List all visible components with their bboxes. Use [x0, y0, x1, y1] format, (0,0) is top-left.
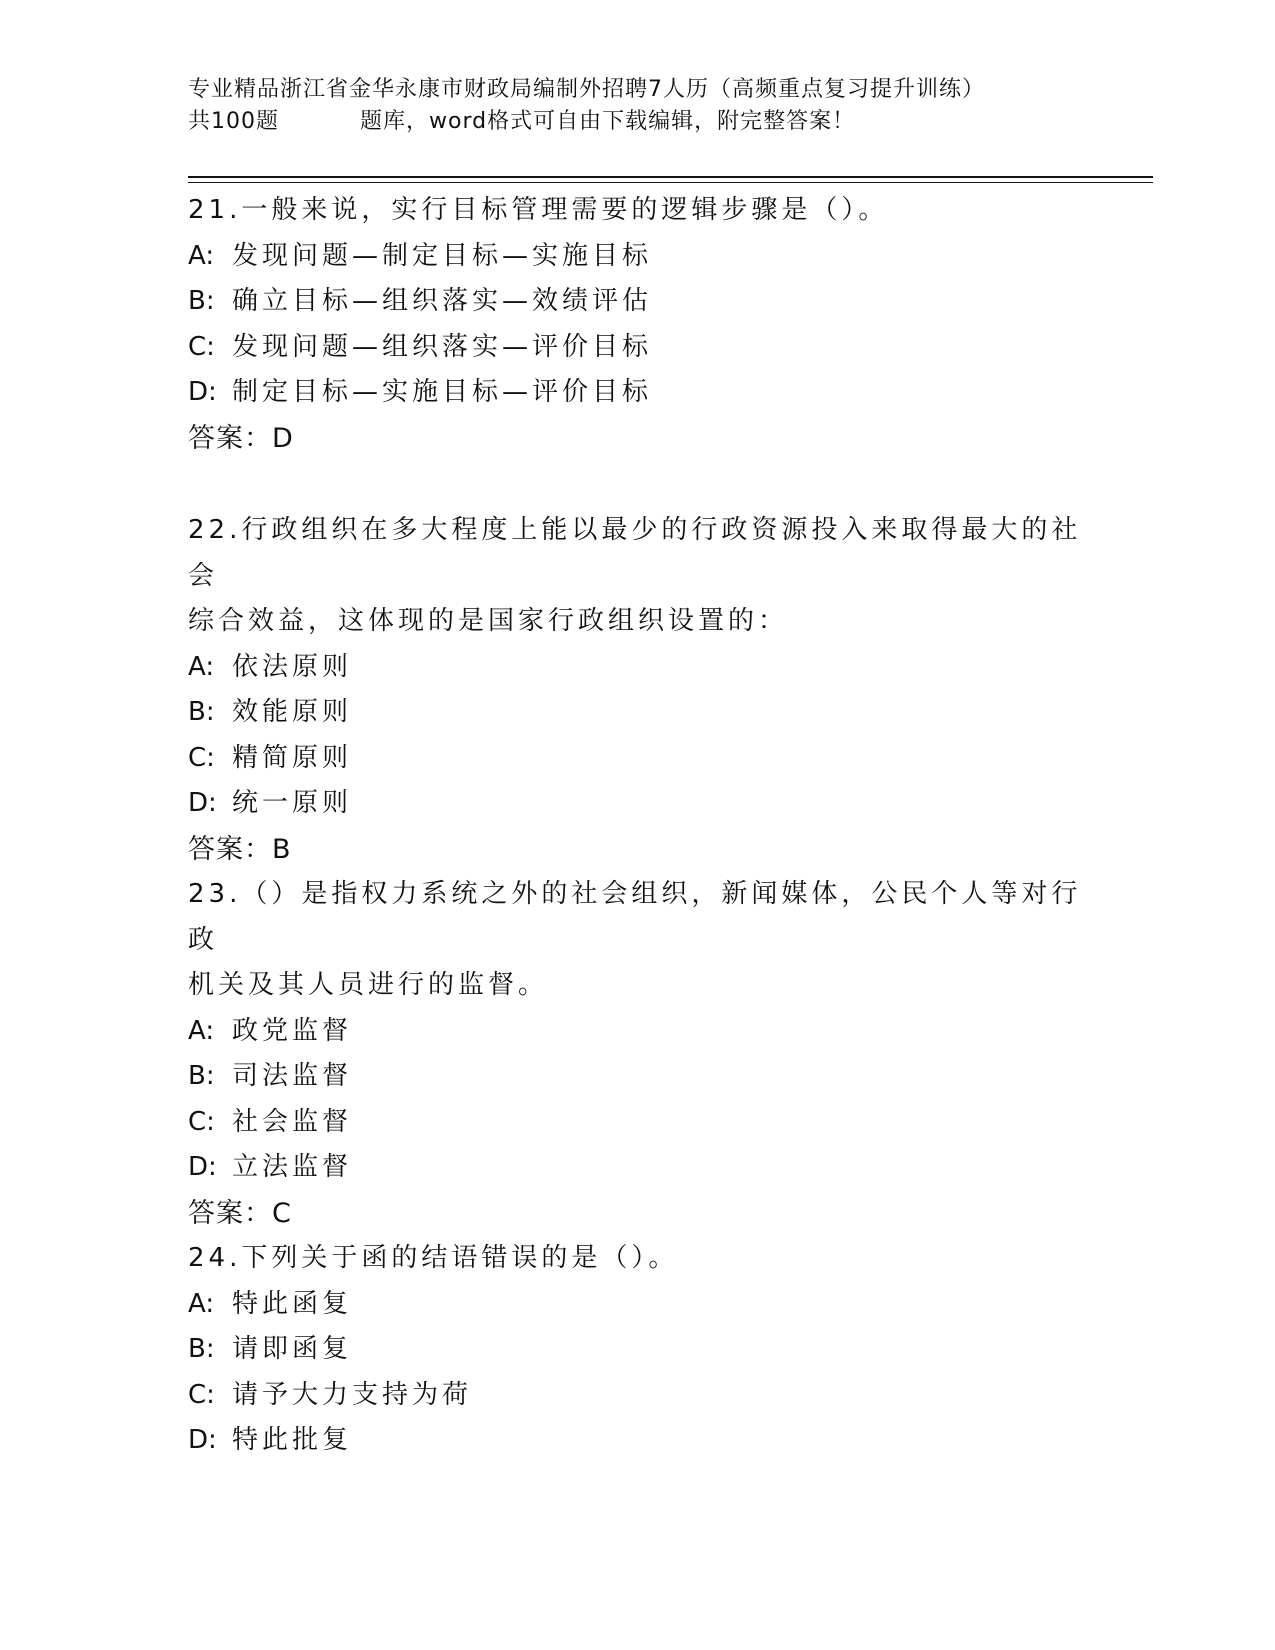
option-b [188, 279, 1088, 325]
option-c [188, 736, 1088, 782]
option-letter: A: [188, 1015, 215, 1046]
question-stem-line-2: 综合效益，这体现的是国家行政组织设置的： [188, 606, 789, 636]
option-text: 立法监督 [232, 1152, 353, 1182]
question-23 [188, 872, 1088, 1236]
option-letter: A: [188, 240, 215, 271]
option-d [188, 370, 1088, 416]
option-text: 发现问题—制定目标—实施目标 [232, 240, 653, 271]
option-letter: D: [188, 788, 217, 818]
option-text: 请即函复 [232, 1334, 353, 1364]
option-d [188, 1145, 1088, 1191]
option-text: 请予大力支持为荷 [232, 1379, 473, 1410]
option-letter: C: [188, 1106, 215, 1137]
option-text: 效能原则 [232, 697, 353, 727]
option-text: 制定目标—实施目标—评价目标 [232, 377, 653, 407]
answer-line: 答案：D [188, 422, 294, 454]
answer-line: 答案：B [188, 833, 292, 865]
option-letter: B: [188, 1061, 215, 1091]
option-letter: B: [188, 286, 215, 316]
option-text: 政党监督 [232, 1015, 353, 1046]
question-22 [188, 508, 1088, 872]
document-subtitle: 题库，word格式可自由下载编辑，附完整答案！ [360, 109, 856, 134]
option-a [188, 1282, 1088, 1328]
option-a [188, 1009, 1088, 1055]
option-letter: D: [188, 1152, 217, 1182]
question-stem-line-1: 23.（）是指权力系统之外的社会组织，新闻媒体，公民个人等对行政 [188, 879, 1082, 955]
question-count: 共100题 [188, 109, 279, 134]
option-letter: C: [188, 1379, 215, 1410]
option-c [188, 325, 1088, 371]
option-text: 特此批复 [232, 1425, 353, 1455]
option-b [188, 1054, 1088, 1100]
option-letter: C: [188, 331, 215, 362]
option-d [188, 781, 1088, 827]
option-letter: D: [188, 1425, 217, 1455]
option-letter: A: [188, 651, 215, 682]
option-b [188, 1327, 1088, 1373]
option-a [188, 645, 1088, 691]
option-text: 统一原则 [232, 788, 353, 818]
option-text: 依法原则 [232, 651, 353, 682]
question-stem: 24.下列关于函的结语错误的是（）。 [188, 1243, 679, 1273]
document-header [188, 74, 1088, 138]
option-text: 发现问题—组织落实—评价目标 [232, 331, 653, 362]
option-a [188, 234, 1088, 280]
document-title: 专业精品浙江省金华永康市财政局编制外招聘7人历（高频重点复习提升训练） [188, 77, 985, 102]
question-21 [188, 188, 1088, 461]
option-letter: A: [188, 1288, 215, 1319]
option-c [188, 1373, 1088, 1419]
option-d [188, 1418, 1088, 1464]
option-letter: B: [188, 1334, 215, 1364]
option-text: 司法监督 [232, 1061, 353, 1091]
option-text: 社会监督 [232, 1106, 353, 1137]
option-text: 确立目标—组织落实—效绩评估 [232, 286, 653, 316]
question-24 [188, 1236, 1088, 1464]
option-letter: B: [188, 697, 215, 727]
option-text: 精简原则 [232, 742, 353, 773]
answer-line: 答案：C [188, 1197, 292, 1229]
question-stem-line-2: 机关及其人员进行的监督。 [188, 970, 549, 1000]
header-divider-thin [188, 182, 1153, 183]
option-text: 特此函复 [232, 1288, 353, 1319]
option-c [188, 1100, 1088, 1146]
header-divider-thick [188, 176, 1153, 178]
question-stem: 21.一般来说，实行目标管理需要的逻辑步骤是（）。 [188, 195, 889, 225]
option-b [188, 690, 1088, 736]
question-stem-line-1: 22.行政组织在多大程度上能以最少的行政资源投入来取得最大的社会 [188, 515, 1082, 591]
document-subtitle-line [188, 106, 1088, 138]
option-letter: D: [188, 377, 217, 407]
option-letter: C: [188, 742, 215, 773]
